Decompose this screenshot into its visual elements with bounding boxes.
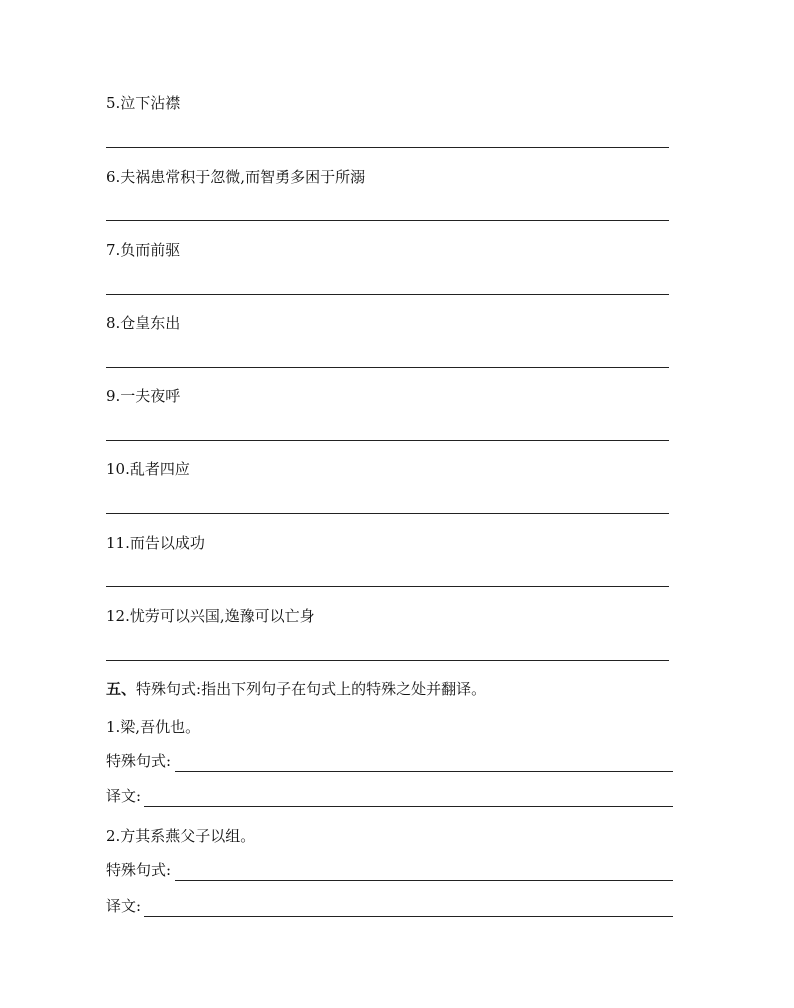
answer-line-5[interactable] <box>106 147 669 148</box>
answer-line-11[interactable] <box>106 586 669 587</box>
translation-answer-line[interactable] <box>144 916 673 917</box>
question-item-7: 7.负而前驱 <box>106 241 181 259</box>
sentence-2-syntax-row <box>106 861 673 881</box>
answer-line-8[interactable] <box>106 367 669 368</box>
answer-line-7[interactable] <box>106 294 669 295</box>
section-title: 特殊句式 <box>136 680 197 698</box>
question-item-9: 9.一夫夜呼 <box>106 387 181 405</box>
sentence-1: 1.梁,吾仇也。 <box>106 718 201 736</box>
question-item-5: 5.泣下沾襟 <box>106 94 181 112</box>
question-item-6: 6.夫祸患常积于忽微,而智勇多困于所溺 <box>106 168 366 186</box>
translation-label: 译文: <box>106 787 142 805</box>
sentence-1-syntax-row <box>106 752 673 772</box>
answer-line-10[interactable] <box>106 513 669 514</box>
question-item-8: 8.仓皇东出 <box>106 314 181 332</box>
question-item-10: 10.乱者四应 <box>106 460 190 478</box>
sentence-2-translation-row <box>106 897 673 917</box>
sentence-2: 2.方其系燕父子以组。 <box>106 827 256 845</box>
question-item-11: 11.而告以成功 <box>106 534 205 552</box>
translation-answer-line[interactable] <box>144 806 673 807</box>
syntax-label: 特殊句式: <box>106 752 172 770</box>
answer-line-6[interactable] <box>106 220 669 221</box>
section-number: 五、 <box>106 680 137 698</box>
translation-label: 译文: <box>106 897 142 915</box>
section-instruction: :指出下列句子在句式上的特殊之处并翻译。 <box>196 680 487 698</box>
syntax-label: 特殊句式: <box>106 861 172 879</box>
answer-line-9[interactable] <box>106 440 669 441</box>
question-item-12: 12.忧劳可以兴国,逸豫可以亡身 <box>106 607 315 625</box>
syntax-answer-line[interactable] <box>175 771 673 772</box>
answer-line-12[interactable] <box>106 660 669 661</box>
syntax-answer-line[interactable] <box>175 880 673 881</box>
section-heading <box>106 680 486 698</box>
sentence-1-translation-row <box>106 787 673 807</box>
